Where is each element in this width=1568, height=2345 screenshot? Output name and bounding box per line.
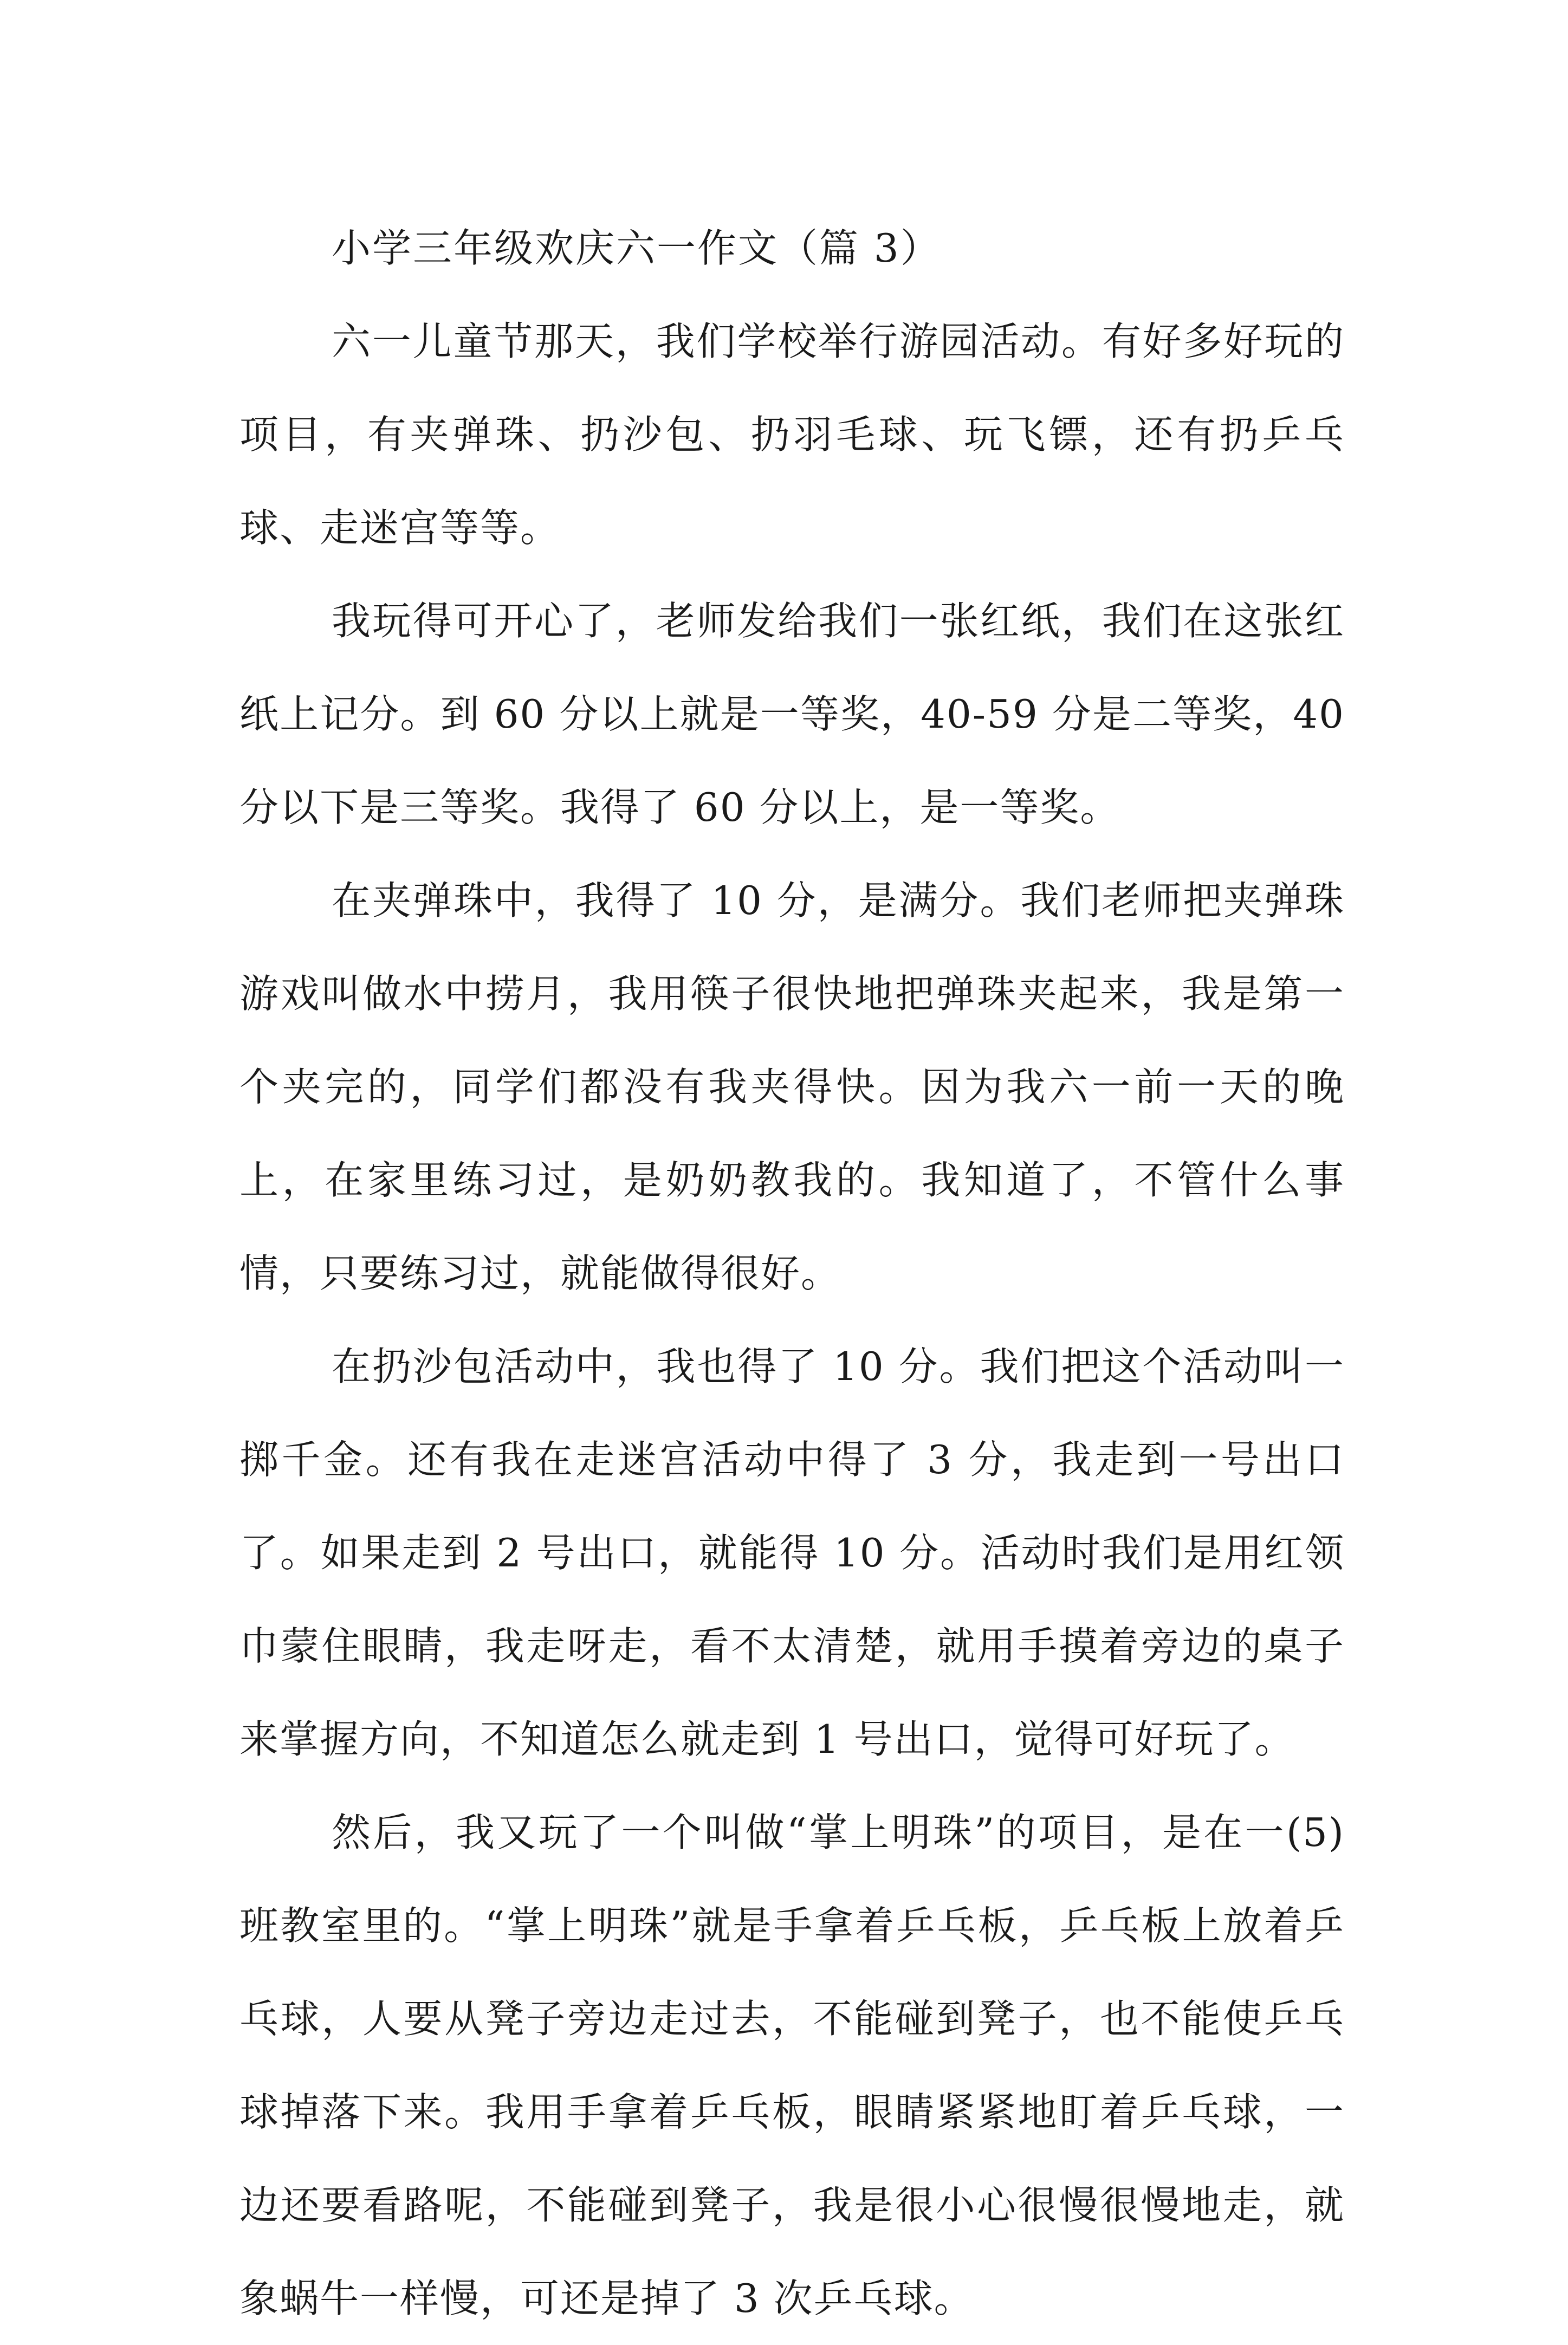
paragraph-4: 在扔沙包活动中，我也得了 10 分。我们把这个活动叫一掷千金。还有我在走迷宫活动中得了 3 分，我走到一号出口了。如果走到 2 号出口，就能得 10 分。活动时我们是用红领巾蒙住眼睛，我走呀走，看不太清楚，就用手摸着旁边的桌子来掌握方向，不知道怎么就走到 1 号出口，觉得可好玩了。 bbox=[239, 1344, 1345, 1762]
paragraph-1: 六一儿童节那天，我们学校举行游园活动。有好多好玩的项目，有夹弹珠、扔沙包、扔羽毛球、玩飞镖，还有扔乒乓球、走迷宫等等。 bbox=[239, 319, 1345, 550]
paragraph-2: 我玩得可开心了，老师发给我们一张红纸，我们在这张红纸上记分。到 60 分以上就是一等奖，40-59 分是二等奖，40 分以下是三等奖。我得了 60 分以上，是一等奖。 bbox=[239, 598, 1345, 830]
document-title: 小学三年级欢庆六一作文（篇 3） bbox=[332, 225, 941, 271]
document-body bbox=[239, 202, 1345, 2345]
paragraph-5: 然后，我又玩了一个叫做“掌上明珠”的项目，是在一(5)班教室里的。“掌上明珠”就是手拿着乒乓板，乒乓板上放着乒乓球，人要从凳子旁边走过去，不能碰到凳子，也不能使乒乓球掉落下来。我用手拿着乒乓板，眼睛紧紧地盯着乒乓球，一边还要看路呢，不能碰到凳子，我是很小心很慢很慢地走，就象蜗牛一样慢，可还是掉了 3 次乒乓球。 bbox=[239, 1810, 1345, 2321]
paragraph-3: 在夹弹珠中，我得了 10 分，是满分。我们老师把夹弹珠游戏叫做水中捞月，我用筷子很快地把弹珠夹起来，我是第一个夹完的，同学们都没有我夹得快。因为我六一前一天的晚上，在家里练习过，是奶奶教我的。我知道了，不管什么事情，只要练习过，就能做得很好。 bbox=[239, 878, 1345, 1296]
